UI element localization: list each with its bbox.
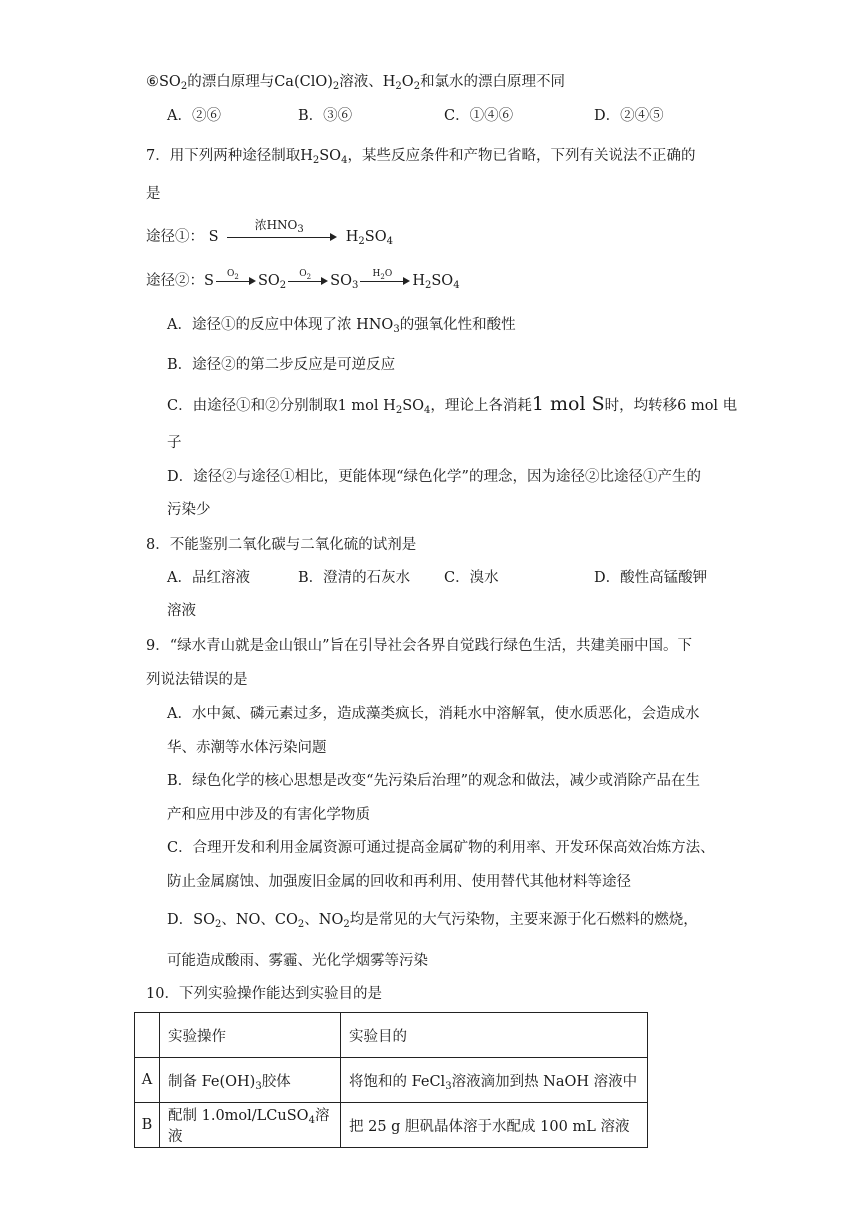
- route2-label: 途径②：: [146, 273, 204, 289]
- table-header-row: [135, 1013, 648, 1058]
- route2-arrow-1: [216, 271, 256, 291]
- route2-so2: $SO_2$: [257, 273, 287, 291]
- route1-product: $H_2SO_4$: [345, 229, 393, 247]
- route2-product: $H_2SO_4$: [412, 273, 460, 291]
- route2-arrow-2: [288, 271, 328, 291]
- q7-stem-line1: 7．用下列两种途径制取$H_2SO_4$，某些反应条件和产物已省略，下列有关说法不正确的: [146, 148, 696, 166]
- q6-option-b: B．③⑥: [298, 108, 353, 124]
- q9-stem-line2: 列说法错误的是: [146, 672, 248, 688]
- row-b-operation: 配制 1.0mol/LCuSO$_4$溶液: [160, 1103, 341, 1148]
- table-row: [135, 1103, 648, 1148]
- row-b-key: B: [135, 1103, 160, 1148]
- header-operation-cell: 实验操作: [160, 1013, 341, 1058]
- q6-option-c: C．①④⑥: [444, 108, 514, 124]
- q10-experiment-table: [134, 1012, 648, 1148]
- q7-option-c-amount: 1 mol S: [531, 393, 605, 415]
- route2-arrow-3-label: $H_2O$: [372, 269, 393, 281]
- q7-route-2: [146, 271, 460, 291]
- q8-options: [0, 568, 860, 588]
- q7-option-d-line1: D．途径②与途径①相比，更能体现“绿色化学”的理念，因为途径②比途径①产生的: [167, 469, 701, 485]
- route2-arrow-2-label: $O_2$: [299, 269, 312, 281]
- q7-stem-line2: 是: [146, 186, 161, 202]
- q8-stem: 8．不能鉴别二氧化碳与二氧化硫的试剂是: [146, 537, 417, 553]
- q8-option-c: C．溴水: [444, 570, 499, 586]
- q6-statement-6: $⑥SO_2$的漂白原理与$Ca(ClO)_2$溶液、$H_2O_2$和氯水的漂白原理不同: [146, 74, 566, 92]
- q9-option-d-line2: 可能造成酸雨、雾霾、光化学烟雾等污染: [167, 953, 428, 969]
- q9-option-b-line2: 产和应用中涉及的有害化学物质: [167, 807, 370, 823]
- row-b-goal: 把 25 g 胆矾晶体溶于水配成 100 mL 溶液: [341, 1103, 648, 1148]
- route2-so3: $SO_3$: [330, 273, 359, 291]
- q6-option-d: D．②④⑤: [594, 108, 664, 124]
- route1-start: S: [208, 229, 219, 245]
- header-key-cell: [135, 1013, 160, 1058]
- route1-label: 途径①：: [146, 229, 204, 245]
- route1-arrow-label: 浓$HNO_3$: [254, 218, 304, 235]
- route2-arrow-3: [360, 271, 410, 291]
- q7-option-a: A．途径①的反应中体现了浓 $HNO_3$的强氧化性和酸性: [167, 317, 516, 335]
- q9-option-d-line1: D．$SO_2$、NO、$CO_2$、$NO_2$均是常见的大气污染物，主要来源于化石燃料的燃烧，: [167, 912, 698, 930]
- q7-option-b: B．途径②的第二步反应是可逆反应: [167, 357, 396, 373]
- route2-arrow-1-label: $O_2$: [227, 269, 239, 281]
- q8-option-b: B．澄清的石灰水: [298, 570, 411, 586]
- q6-options: [0, 106, 860, 126]
- q9-option-c-line1: C．合理开发和利用金属资源可通过提高金属矿物的利用率、开发环保高效冶炼方法、: [167, 840, 715, 856]
- q6-option-a: A．②⑥: [167, 108, 221, 124]
- q10-stem: 10．下列实验操作能达到实验目的是: [146, 986, 382, 1002]
- q7-route-1: [146, 218, 393, 247]
- row-a-key: A: [135, 1058, 160, 1103]
- q9-option-a-line1: A．水中氮、磷元素过多，造成藻类疯长，消耗水中溶解氧，使水质恶化，会造成水: [167, 706, 700, 722]
- row-a-goal: 将饱和的 FeCl$_3$溶液滴加到热 NaOH 溶液中: [341, 1058, 648, 1103]
- q7-option-c: C．由途径①和②分别制取1 mol $H_2SO_4$，理论上各消耗1 mol S时，均转移6 mol 电: [167, 393, 738, 416]
- q9-option-a-line2: 华、赤潮等水体污染问题: [167, 740, 327, 756]
- q8-option-a: A．品红溶液: [167, 570, 250, 586]
- q9-stem-line1: 9．“绿水青山就是金山银山”旨在引导社会各界自觉践行绿色生活，共建美丽中国。下: [146, 638, 693, 654]
- q7-option-c-line2: 子: [167, 435, 182, 451]
- q9-option-c-line2: 防止金属腐蚀、加强废旧金属的回收和再利用、使用替代其他材料等途径: [167, 874, 631, 890]
- route1-arrow: [227, 218, 337, 247]
- header-goal-cell: 实验目的: [341, 1013, 648, 1058]
- q9-option-b-line1: B．绿色化学的核心思想是改变“先污染后治理”的观念和做法，减少或消除产品在生: [167, 773, 700, 789]
- q8-option-d-line2: 溶液: [167, 603, 196, 619]
- q8-option-d: D．酸性高锰酸钾: [594, 570, 708, 586]
- row-a-operation: 制备 $Fe(OH)_3$胶体: [160, 1058, 341, 1103]
- q7-option-d-line2: 污染少: [167, 502, 211, 518]
- table-row: [135, 1058, 648, 1103]
- route2-sulfur: S: [204, 273, 214, 289]
